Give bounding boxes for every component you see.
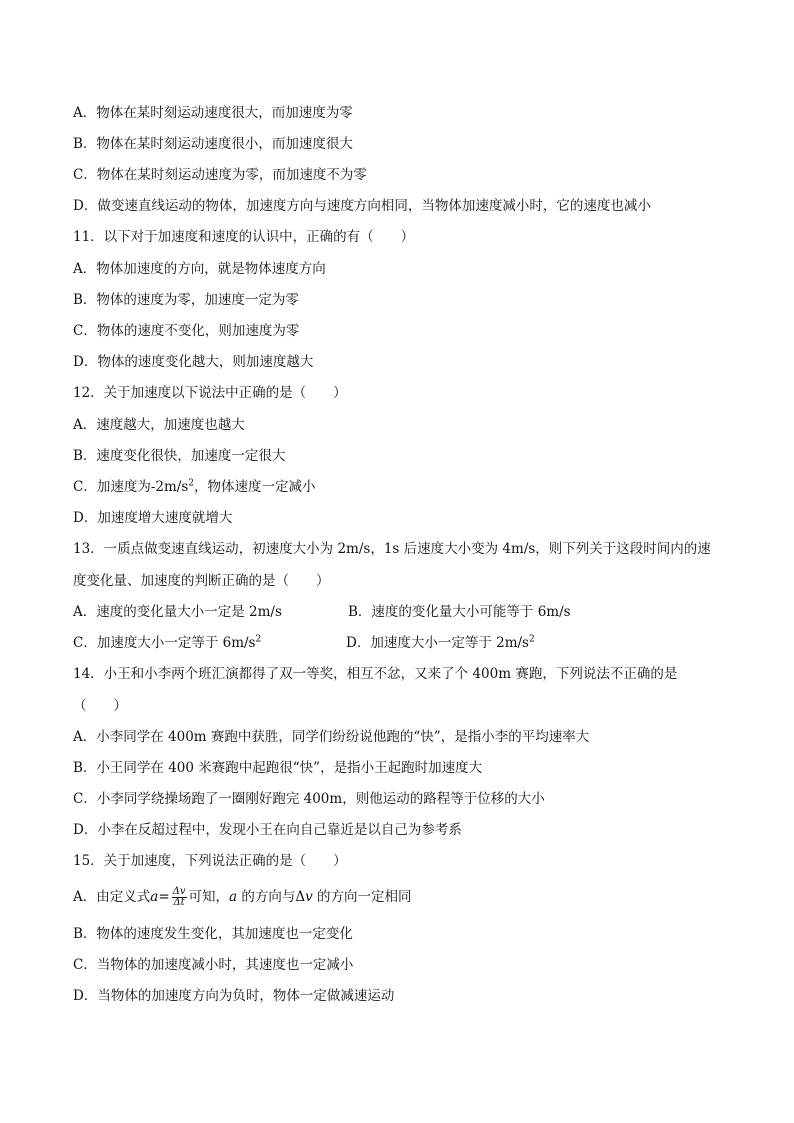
q12-option-c-pre: C．加速度为-2m/s [73,479,189,495]
q15-var-a: a [150,889,159,905]
q11-option-d: D．物体的速度变化越大，则加速度越大 [73,354,314,370]
q14-option-b: B．小王同学在 400 米赛跑中起跑很“快”，是指小王起跑时加速度大 [73,760,483,776]
q15-option-a [73,887,412,908]
q15-option-a-post: 的方向一定相同 [312,889,412,905]
q13-option-d-sup: 2 [528,634,535,645]
q12-stem: 12．关于加速度以下说法中正确的是（ ） [73,385,347,401]
q13-stem-line2: 度变化量、加速度的判断正确的是（ ） [73,573,330,589]
q14-stem-line2: （ ） [73,698,127,714]
q11-stem: 11．以下对于加速度和速度的认识中，正确的有（ ） [73,229,415,245]
q12-option-c-post: ，物体速度一定减小 [194,479,316,495]
q15-fraction-numerator: Δv [172,886,186,897]
q13-stem-line1: 13．一质点做变速直线运动，初速度大小为 2m/s，1s 后速度大小变为 4m/s，则下列关于这段时间内的速 [73,541,711,557]
q10-option-a: A．物体在某时刻运动速度很大，而加速度为零 [73,105,353,121]
q12-option-c-sup: 2 [188,478,194,489]
q15-fraction [172,887,187,908]
q13-option-c-sup: 2 [255,634,262,645]
q12-option-c [73,478,316,496]
q14-option-c: C．小李同学绕操场跑了一圈刚好跑完 400m，则他运动的路程等于位移的大小 [73,791,545,807]
q13-option-c-pre: C．加速度大小一定等于 6m/s [73,635,256,651]
q15-option-a-pre: A．由定义式 [73,889,151,905]
q15-option-b: B．物体的速度发生变化，其加速度也一定变化 [73,926,353,942]
q15-option-a-mid1: 可知， [188,889,229,905]
q13-option-c [73,634,261,652]
q12-option-b: B．速度变化很快，加速度一定很大 [73,448,286,464]
q14-option-d: D．小李在反超过程中，发现小王在向自己靠近是以自己为参考系 [73,822,462,838]
q14-stem-line1: 14．小王和小李两个班汇演都得了双一等奖，相互不忿，又来了个 400m 赛跑，下列说法不正确的是 [73,666,678,682]
q10-option-d: D．做变速直线运动的物体，加速度方向与速度方向相同，当物体加速度减小时，它的速度也减小 [73,198,651,214]
q15-stem: 15．关于加速度，下列说法正确的是（ ） [73,853,347,869]
q14-option-a: A．小李同学在 400m 赛跑中获胜，同学们纷纷说他跑的“快”，是指小李的平均速率大 [73,729,590,745]
q15-option-d: D．当物体的加速度方向为负时，物体一定做减速运动 [73,988,395,1004]
q10-option-b: B．物体在某时刻运动速度很小，而加速度很大 [73,136,353,152]
q15-var-v: v [305,889,313,905]
q15-equals: = [158,889,170,905]
q12-option-a: A．速度越大，加速度也越大 [73,417,245,433]
q13-option-b: B．速度的变化量大小可能等于 6m/s [348,604,571,620]
q11-option-c: C．物体的速度不变化，则加速度为零 [73,323,300,339]
q15-fraction-denominator: Δt [173,897,185,908]
q10-option-c: C．物体在某时刻运动速度为零，而加速度不为零 [73,167,367,183]
q15-var-a2: a [229,889,238,905]
q13-option-d-pre: D．加速度大小一定等于 2m/s [346,635,529,651]
q13-option-a: A．速度的变化量大小一定是 2m/s [73,604,282,620]
q11-option-b: B．物体的速度为零，加速度一定为零 [73,292,299,308]
q15-option-a-mid2: 的方向与Δ [237,889,306,905]
q12-option-d: D．加速度增大速度就增大 [73,510,233,526]
q13-option-d [346,634,535,652]
q11-option-a: A．物体加速度的方向，就是物体速度方向 [73,261,326,277]
q15-option-c: C．当物体的加速度减小时，其速度也一定减小 [73,957,354,973]
